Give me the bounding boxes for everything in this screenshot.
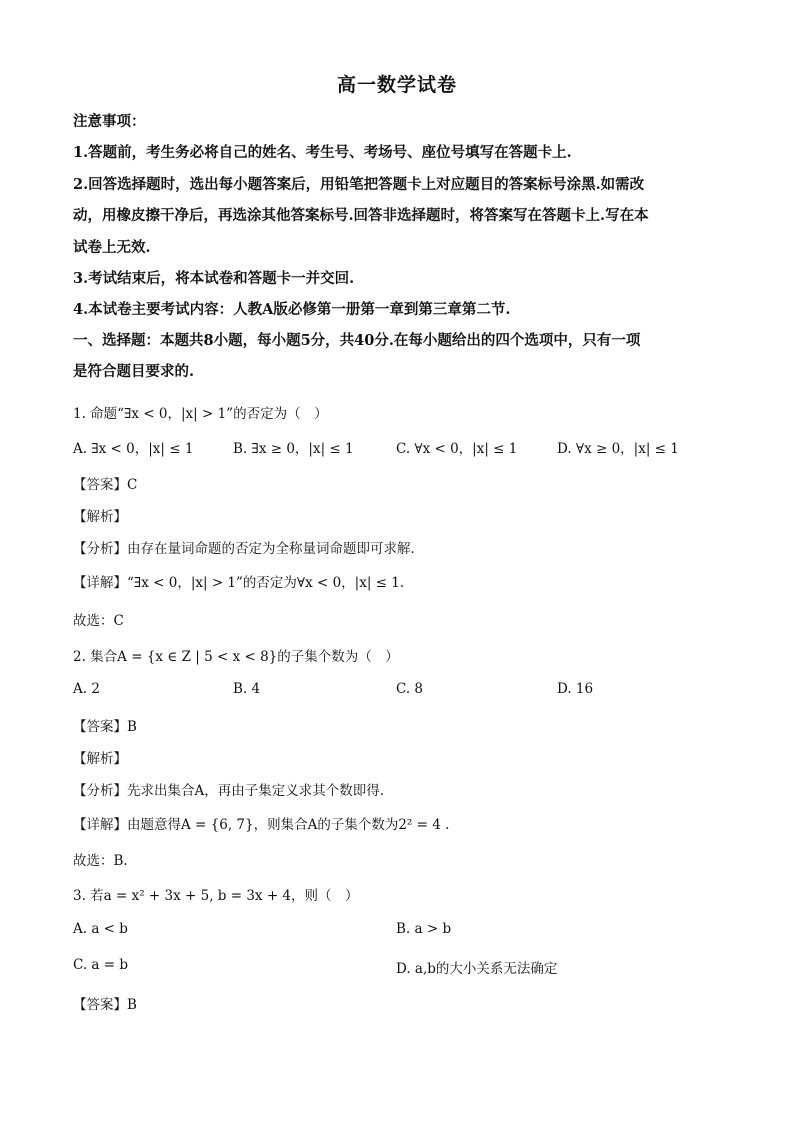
section-heading-line-2: 是符合题目要求的.: [73, 363, 195, 380]
q1-stem: 1. 命题“∃x < 0，|x| > 1”的否定为（ ）: [73, 406, 328, 422]
q1-option-a: A. ∃x < 0，|x| ≤ 1: [73, 441, 194, 457]
q2-fenxi-text: 先求出集合A，再由子集定义求其个数即得.: [127, 783, 385, 799]
q3-stem: 3. 若a = x² + 3x + 5, b = 3x + 4，则（ ）: [73, 888, 359, 904]
note-line-4: 试卷上无效.: [73, 239, 151, 256]
q3-option-b: B. a > b: [396, 921, 452, 937]
q1-fenxi-text: 由存在量词命题的否定为全称量词命题即可求解．: [127, 541, 424, 557]
q2-answer-value: B: [127, 719, 137, 735]
q3-option-d: D. a,b的大小关系无法确定: [396, 961, 558, 977]
q1-analysis-label: 【解析】: [73, 509, 127, 525]
detail-label: 【详解】: [73, 575, 127, 591]
q2-option-c: C. 8: [396, 681, 424, 697]
answer-label: 【答案】: [73, 997, 127, 1013]
q2-option-b: B. 4: [233, 681, 261, 697]
q2-option-d: D. 16: [557, 681, 594, 697]
fenxi-label: 【分析】: [73, 541, 127, 557]
q1-detail-row: [73, 571, 404, 591]
answer-label: 【答案】: [73, 477, 127, 493]
detail-label: 【详解】: [73, 817, 127, 833]
q1-option-c: C. ∀x < 0，|x| ≤ 1: [396, 441, 518, 457]
note-line-5: 3.考试结束后，将本试卷和答题卡一并交回.: [73, 270, 355, 287]
q2-choose: 故选：B.: [73, 853, 128, 869]
page-title: 高一数学试卷: [336, 74, 457, 96]
q3-answer-value: B: [127, 997, 137, 1013]
q3-option-a: A. a < b: [73, 921, 128, 937]
q3-answer-row: [73, 993, 137, 1013]
q2-answer-row: [73, 715, 137, 735]
q1-fenxi-row: [73, 537, 424, 557]
notes-header: 注意事项：: [73, 113, 146, 130]
q3-option-c: C. a = b: [73, 957, 129, 973]
note-line-1: 1.答题前，考生务必将自己的姓名、考生号、考场号、座位号填写在答题卡上.: [73, 144, 572, 161]
section-heading-line-1: 一、选择题：本题共8小题，每小题5分，共40分.在每小题给出的四个选项中，只有一项: [73, 332, 641, 349]
q1-option-d: D. ∀x ≥ 0，|x| ≤ 1: [557, 441, 679, 457]
q1-answer-value: C: [127, 477, 138, 493]
q2-fenxi-row: [73, 779, 384, 799]
note-line-6: 4.本试卷主要考试内容：人教A版必修第一册第一章到第三章第二节.: [73, 301, 511, 318]
q2-analysis-label: 【解析】: [73, 751, 127, 767]
fenxi-label: 【分析】: [73, 783, 127, 799]
note-line-2: 2.回答选择题时，选出每小题答案后，用铅笔把答题卡上对应题目的答案标号涂黑.如需改: [73, 176, 645, 193]
q2-detail-row: [73, 813, 449, 833]
q2-stem: 2. 集合A = {x ∈ Z | 5 < x < 8}的子集个数为（ ）: [73, 649, 399, 665]
q1-detail-text: “∃x < 0，|x| > 1”的否定为∀x < 0，|x| ≤ 1.: [127, 575, 405, 591]
q2-option-a: A. 2: [73, 681, 100, 697]
q1-answer-row: [73, 473, 137, 493]
answer-label: 【答案】: [73, 719, 127, 735]
note-line-3: 动，用橡皮擦干净后，再选涂其他答案标号.回答非选择题时，将答案写在答题卡上.写在本: [73, 207, 649, 224]
q1-option-b: B. ∃x ≥ 0，|x| ≤ 1: [233, 441, 354, 457]
q2-detail-text: 由题意得A = {6, 7}，则集合A的子集个数为2² = 4 .: [127, 817, 450, 833]
q1-choose: 故选：C: [73, 613, 124, 629]
